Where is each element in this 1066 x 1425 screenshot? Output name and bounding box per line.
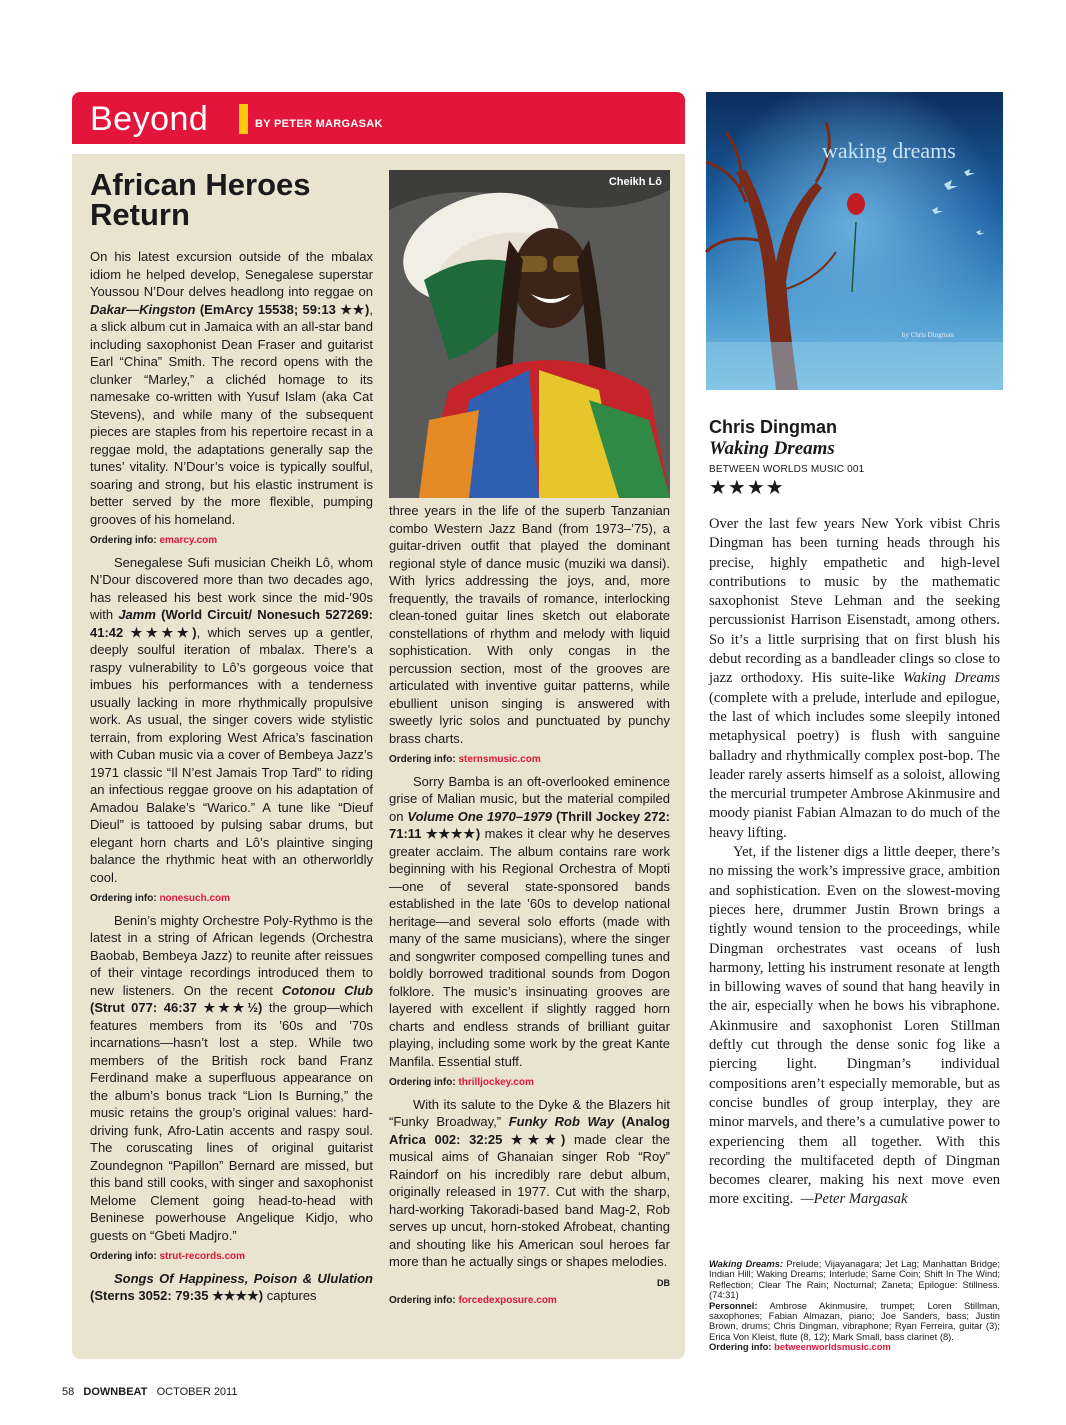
ordering-info: Ordering info: strut-records.com (90, 1251, 246, 1262)
album-title: Songs Of Happiness, Poison & Ululation (114, 1270, 373, 1286)
article-column-1 (90, 248, 373, 1305)
ordering-link[interactable]: betweenworldsmusic.com (774, 1341, 891, 1353)
album-cover (706, 92, 1003, 390)
paragraph: Over the last few years New York vibist Chris Dingman has been turning heads through his precise, highly empathetic and high-level contributions to music by the mathematic saxophonist Steve Lehman and the seeking percussionist Harrison Eisenstadt, among others. So it’s a little surprising that on first blush his debut recording as a bandleader clings so close to jazz orthodoxy. His suite-like Waking Dreams (complete with a prelude, interlude and epilogue, the last of which includes some sleepily intoned metaphysical poetry) is flush with sanguine balladry and rhythmically complex post-bop. The leader rarely asserts himself as a soloist, allowing the mercurial trumpeter Ambrose Akinmusire and moody pianist Fabian Almazan to do much of the heavy lifting. (709, 516, 1001, 841)
album-title: Dakar—Kingston (90, 301, 196, 317)
article-column-2 (389, 502, 670, 1314)
ordering-link[interactable]: sternsmusic.com (458, 754, 541, 765)
paragraph: Benin’s mighty Orchestre Poly-Rythmo is the latest in a string of African legends (Orchestra Baobab, Bembeya Jazz) to reunite after reissues of their vintage recordings introduced them to new listeners. On the recent Cotonou Club (Strut 077: 46:37 ★★★½) the group—which features members from its ’60s and ’70s incarnations—hasn’t lost a step. While two members of the British rock band Franz Ferdinand make a superfluous appearance on the album’s bonus track “Lion Is Burning,” the music retains the group’s original values: hard-driving funk, Afro-Latin accents and raspy soul. The coruscating lines of original guitarist Zoundegnon “Papillon” Bernard are missed, but this band still cooks, with singer and saxophonist Melome Clement going head-to-head with Beninese powerhouse Angelique Kidjo, who guests on “Gbeti Madjro.” (90, 912, 373, 1243)
page-footer (62, 1386, 237, 1398)
ordering-info: Ordering info: nonesuch.com (90, 893, 231, 904)
album-title: Funky Rob Way (508, 1114, 614, 1129)
ordering-link[interactable]: thrilljockey.com (458, 1077, 534, 1088)
cover-artist: by Chris Dingman (902, 331, 954, 339)
paragraph: Songs Of Happiness, Poison & Ululation (Sterns 3052: 79:35 ★★★★) captures (90, 1270, 373, 1303)
ordering-link[interactable]: emarcy.com (159, 535, 218, 546)
album-title: Jamm (118, 607, 156, 622)
ordering-info: Ordering info: thrilljockey.com (389, 1077, 534, 1088)
cheikh-lo-photo (367, 170, 670, 498)
review-album: Waking Dreams (709, 438, 835, 459)
review-artist: Chris Dingman (709, 417, 838, 437)
review-body (709, 515, 1000, 1210)
photo-credit: YOURI LENQUETTE (367, 386, 374, 458)
paragraph: Sorry Bamba is an oft-overlooked eminence grise of Malian music, but the material compiled on Volume One 1970–1979 (Thrill Jockey 272: 71:11 ★★★★) makes it clear why he deserves greater acclaim. The album contains rare work beginning with his Regional Orchestra of Mopti—one of several state-sponsored bands established in the late ’60s to develop national heritage—and several solo efforts (made with many of the same musicians), where the singer and songwriter composed compelling tunes and boldly borrowed traditional sounds from Dogon folklore. The music’s insinuating grooves are layered with excellent if slightly ragged horn charts and endless strands of brilliant guitar playing, including some work by the great Kante Manfila. Essential stuff. (389, 773, 670, 1069)
album-title: Volume One 1970–1979 (407, 808, 553, 824)
banner-divider (239, 104, 248, 134)
review-credits (709, 1259, 1000, 1353)
paragraph: On his latest excursion outside of the mbalax idiom he helped develop, Senegalese superstar Youssou N’Dour delves headlong into reggae on Dakar—Kingston (EmArcy 15538; 59:13 ★★), a slick album cut in Jamaica with an all-star band including saxophonist Dean Fraser and guitarist Earl “China” Smith. The record opens with the clunker “Marley,” a clichéd homage to its namesake co-written with Yusuf Islam (aka Cat Stevens), and while many of the subsequent pieces are staples from his repertoire recast in a reggae mold, the adaptations generally sap the tunes’ vitality. N’Dour’s voice is typically soulful, soaring and strong, but his elastic instrument is better served by the more flexible, pumping grooves of his homeland. (90, 249, 373, 527)
ordering-info: Ordering info: sternsmusic.com (389, 754, 541, 765)
ordering-info: Ordering info: forcedexposure.com (389, 1295, 557, 1306)
paragraph: three years in the life of the superb Tanzanian combo Western Jazz Band (from 1973–’75), a guitar-driven outfit that played the dominant regional style of dance music (muziki wa dansi). With lyrics addressing the joys, and, more frequently, the travails of romance, interlocking clean-toned guitar lines sketch out elaborate constellations of rhythm and melody with liquid sophistication. With only congas in the percussion section, most of the grooves are articulated with inventive guitar patterns, while ebullient unison singing is answered with sweetly lyric solos and punctuated by punchy brass charts. (389, 503, 670, 746)
photo-illustration (389, 170, 670, 498)
ordering-link[interactable]: strut-records.com (159, 1251, 246, 1262)
album-title: Waking Dreams (902, 670, 1001, 687)
ordering-info: Ordering info: betweenworldsmusic.com (709, 1341, 891, 1353)
personnel-list: Personnel: Ambrose Akinmusire, trumpet; Loren Stillman, saxophones; Fabian Almazan, piano; Joe Sanders, bass; Justin Brown, drums; Chris Dingman, vibraphone; Ryan Ferreira, guitar (3); Erica Von Kleist, flute (8, 12); Mark Small, bass clarinet (8). (709, 1299, 1000, 1342)
star-rating: ★★★★ (709, 477, 785, 499)
album-title: Cotonou Club (281, 982, 373, 998)
review-author: —Peter Margasak (800, 1191, 908, 1208)
paragraph: Yet, if the listener digs a little deeper, there’s no missing the work’s impressive grace, ambition and sophistication. Even on the slowest-moving pieces here, drummer Justin Brown brings a tightly wound tension to the proceedings, while Dingman orchestrates vast oceans of lush harmony, letting his instrument resonate at length in billowing waves of sound that hang heavily in the air, especially when he bows his vibraphone. Akinmusire and saxophonist Loren Stillman deftly cut through the dense sonic fog like a piercing light. Dingman’s individual compositions aren’t especially memorable, but as concise bundles of group interplay, they are minor marvels, and there’s a cumulative power to experiencing them all together. With this recording the multifaceted depth of Dingman becomes clearer, making his next move even more exciting. —Peter Margasak (709, 844, 1000, 1208)
magazine-name: DOWNBEAT (83, 1386, 148, 1398)
review-label: BETWEEN WORLDS MUSIC 001 (709, 464, 865, 475)
ordering-link[interactable]: forcedexposure.com (458, 1295, 557, 1306)
section-title: Beyond (90, 100, 209, 138)
track-list: Waking Dreams: Prelude; Vijayanagara; Jet Lag; Manhattan Bridge; Indian Hill; Waking Dreams; Interlude; Same Coin; Shift In The Wind; Reflection; Clear The Rain; Nocturnal; Zaneta; Epilogue: Stillness. (74:31) (709, 1258, 1000, 1301)
photo-caption: Cheikh Lô (608, 176, 662, 188)
paragraph: Senegalese Sufi musician Cheikh Lô, whom N’Dour discovered more than two decades ago, has released his best work since the mid-’90s with Jamm (World Circuit/ Nonesuch 527269: 41:42 ★★★★), which serves up a gentler, deeply soulful iteration of mbalax. There’s a raspy vulnerability to Lô’s gorgeous voice that imbues his performances with a tenderness usually lacking in more rhythmically propulsive work. As usual, the singer covers wide stylistic terrain, from exploring West Africa’s fascination with Cuban music via a cover of Bembeya Jazz’s 1971 classic “Il N’est Jamais Trop Tard” to riding an infectious reggae groove on his adaptation of Amadou Balake’s “Warico.” A tune like “Dieuf Dieul” is tattooed by pulsing sabar drums, but elegant horn charts and Lô’s plaintive singing balance the rhythmic heat with an otherworldly cool. (90, 554, 373, 885)
issue-date: OCTOBER 2011 (156, 1386, 238, 1398)
cover-illustration (706, 92, 1003, 390)
end-mark: DB (657, 1277, 670, 1288)
ordering-link[interactable]: nonesuch.com (159, 893, 231, 904)
byline: BY PETER MARGASAK (255, 118, 383, 130)
ordering-info: Ordering info: emarcy.com (90, 535, 218, 546)
cover-title: waking dreams (822, 138, 956, 163)
section-banner (72, 92, 685, 144)
page-number: 58 (62, 1386, 75, 1398)
article-headline: African Heroes Return (90, 167, 311, 232)
paragraph: With its salute to the Dyke & the Blazers hit “Funky Broadway,” Funky Rob Way (Analog Africa 002: 32:25 ★★★) made clear the musical aims of Ghanaian singer Rob “Roy” Raindorf on his incredibly rare debut album, originally released in 1977. Cut with the sharp, hard-working Takoradi-based band Mag-2, Rob serves up uncut, horn-stoked Afrobeat, chanting and shouting like his American soul heroes far more than he actually sings or shapes melodies. DB (389, 1096, 670, 1271)
